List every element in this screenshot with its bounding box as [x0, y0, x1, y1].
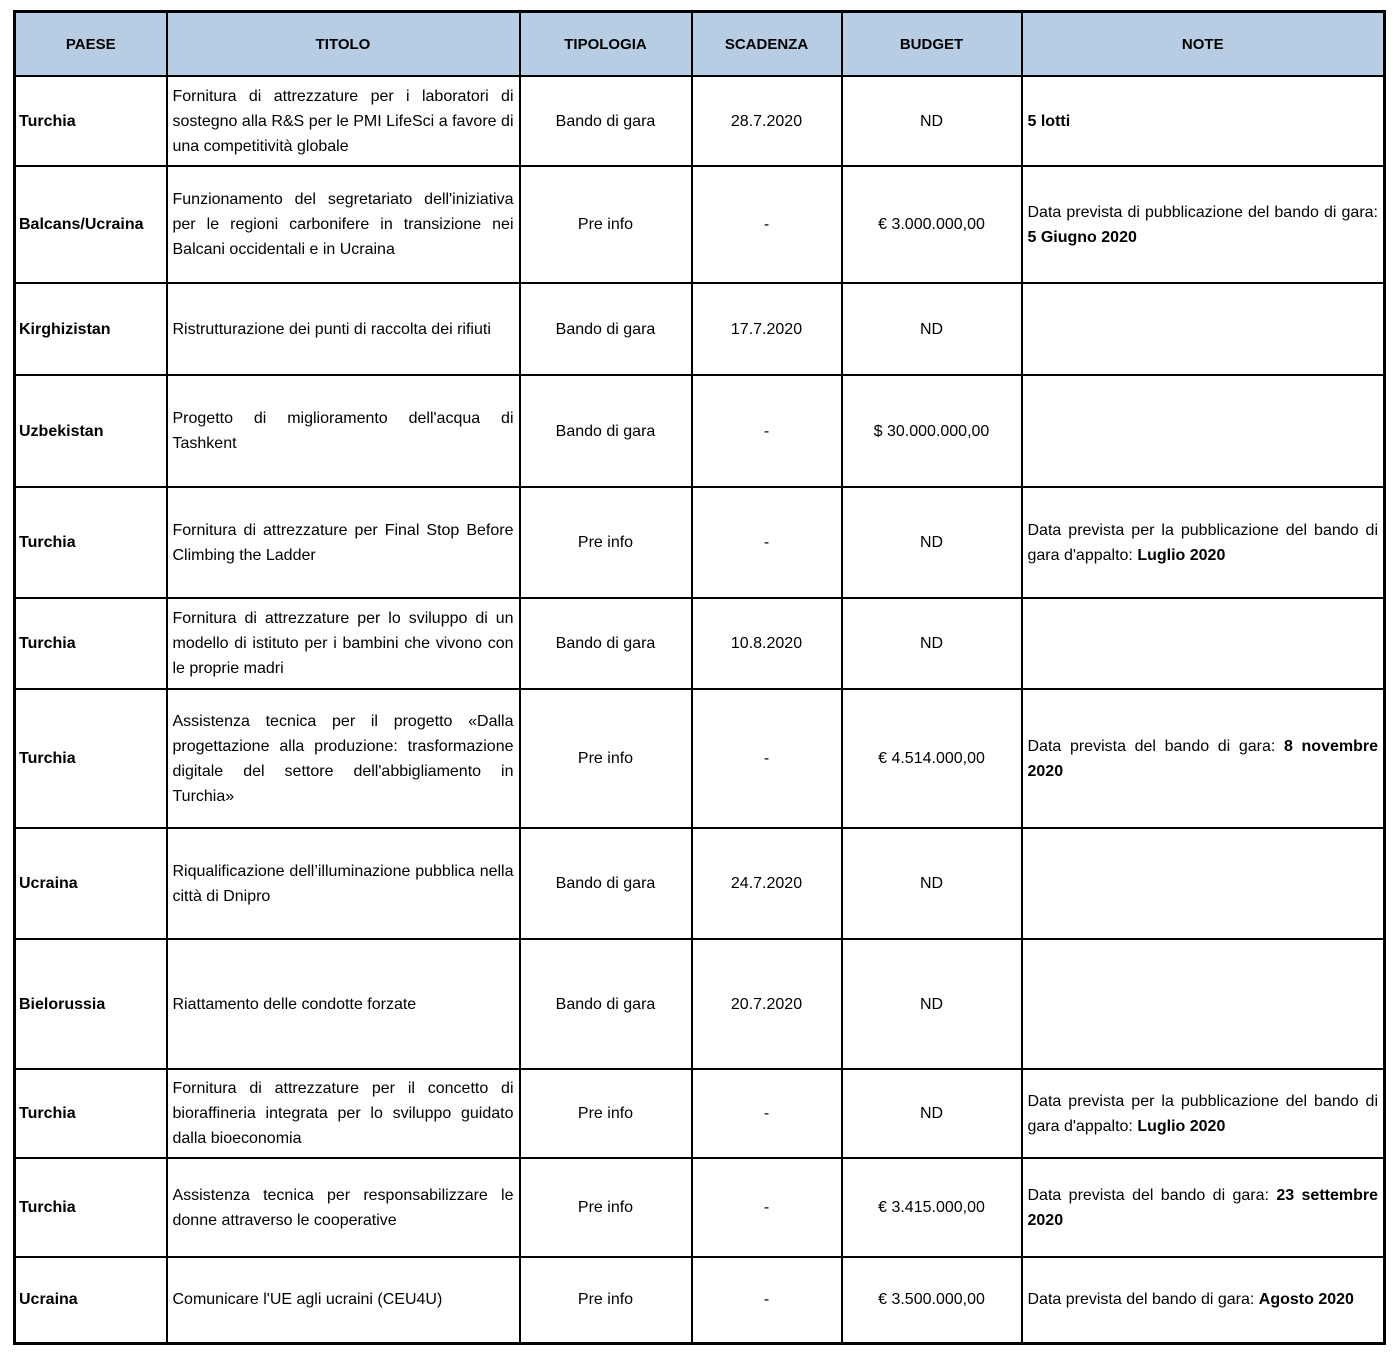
cell-scadenza: - [692, 166, 842, 283]
cell-note [1022, 166, 1385, 283]
cell-note [1022, 1257, 1385, 1343]
cell-titolo: Fornitura di attrezzature per il concetto di bioraffineria integrata per lo sviluppo guidato dalla bioeconomia [167, 1069, 520, 1158]
cell-note [1022, 76, 1385, 166]
header-titolo: TITOLO [167, 12, 520, 77]
cell-budget: € 3.500.000,00 [842, 1257, 1022, 1343]
cell-note [1022, 689, 1385, 828]
cell-paese: Turchia [15, 76, 167, 166]
cell-scadenza: 10.8.2020 [692, 598, 842, 689]
cell-titolo: Progetto di miglioramento dell'acqua di Tashkent [167, 375, 520, 487]
cell-paese: Turchia [15, 487, 167, 598]
cell-titolo: Riattamento delle condotte forzate [167, 939, 520, 1069]
cell-titolo: Riqualificazione dell’illuminazione pubblica nella città di Dnipro [167, 828, 520, 939]
cell-scadenza: 17.7.2020 [692, 283, 842, 375]
header-paese: PAESE [15, 12, 167, 77]
note-text: Data prevista per la pubblicazione del bando di gara d'appalto: [1027, 521, 1378, 564]
table-row [15, 828, 1385, 939]
cell-budget: ND [842, 598, 1022, 689]
header-row [15, 12, 1385, 77]
table-row [15, 939, 1385, 1069]
note-text: Data prevista del bando di gara: [1027, 1291, 1259, 1309]
cell-tipologia: Pre info [520, 1158, 692, 1257]
table-row [15, 283, 1385, 375]
cell-note [1022, 598, 1385, 689]
note-text: Data prevista del bando di gara: [1027, 1186, 1277, 1204]
cell-tipologia: Pre info [520, 1257, 692, 1343]
cell-titolo: Fornitura di attrezzature per lo sviluppo di un modello di istituto per i bambini che vivono con le proprie madri [167, 598, 520, 689]
cell-titolo: Ristrutturazione dei punti di raccolta dei rifiuti [167, 283, 520, 375]
cell-budget: € 3.415.000,00 [842, 1158, 1022, 1257]
cell-paese: Ucraina [15, 1257, 167, 1343]
tenders-table [13, 10, 1386, 1345]
cell-titolo: Comunicare l'UE agli ucraini (CEU4U) [167, 1257, 520, 1343]
note-text: Data prevista del bando di gara: [1027, 737, 1284, 755]
cell-paese: Turchia [15, 689, 167, 828]
cell-titolo: Fornitura di attrezzature per i laboratori di sostegno alla R&S per le PMI LifeSci a favore di una competitività globale [167, 76, 520, 166]
header-budget: BUDGET [842, 12, 1022, 77]
cell-budget: ND [842, 939, 1022, 1069]
cell-tipologia: Bando di gara [520, 828, 692, 939]
table-row [15, 375, 1385, 487]
note-highlight: Agosto 2020 [1258, 1291, 1354, 1309]
note-text: Data prevista per la pubblicazione del bando di gara d'appalto: [1027, 1092, 1378, 1135]
cell-scadenza: - [692, 1257, 842, 1343]
cell-note [1022, 375, 1385, 487]
cell-paese: Balcans/Ucraina [15, 166, 167, 283]
cell-note [1022, 487, 1385, 598]
table-row [15, 166, 1385, 283]
cell-budget: ND [842, 487, 1022, 598]
cell-note [1022, 1069, 1385, 1158]
cell-scadenza: - [692, 487, 842, 598]
table-row [15, 689, 1385, 828]
cell-budget: ND [842, 283, 1022, 375]
cell-note [1022, 283, 1385, 375]
cell-budget: € 4.514.000,00 [842, 689, 1022, 828]
cell-scadenza: - [692, 689, 842, 828]
cell-tipologia: Pre info [520, 166, 692, 283]
cell-tipologia: Bando di gara [520, 598, 692, 689]
note-highlight: Luglio 2020 [1137, 1117, 1226, 1135]
header-scadenza: SCADENZA [692, 12, 842, 77]
cell-tipologia: Bando di gara [520, 76, 692, 166]
cell-titolo: Assistenza tecnica per il progetto «Dalla progettazione alla produzione: trasformazione digitale del settore dell'abbigliamento in Turchia» [167, 689, 520, 828]
cell-paese: Uzbekistan [15, 375, 167, 487]
note-highlight: Luglio 2020 [1137, 546, 1226, 564]
cell-tipologia: Bando di gara [520, 375, 692, 487]
cell-budget: ND [842, 76, 1022, 166]
cell-paese: Kirghizistan [15, 283, 167, 375]
table-row [15, 1257, 1385, 1343]
table-row [15, 76, 1385, 166]
cell-paese: Bielorussia [15, 939, 167, 1069]
cell-paese: Turchia [15, 1158, 167, 1257]
cell-titolo: Funzionamento del segretariato dell'iniziativa per le regioni carbonifere in transizione nei Balcani occidentali e in Ucraina [167, 166, 520, 283]
cell-scadenza: - [692, 375, 842, 487]
cell-paese: Turchia [15, 1069, 167, 1158]
cell-tipologia: Pre info [520, 487, 692, 598]
cell-tipologia: Bando di gara [520, 939, 692, 1069]
note-highlight: 8 novembre 2020 [1027, 737, 1378, 780]
cell-paese: Turchia [15, 598, 167, 689]
cell-budget: ND [842, 1069, 1022, 1158]
note-highlight: 5 Giugno 2020 [1027, 228, 1137, 246]
cell-note [1022, 828, 1385, 939]
cell-budget: € 3.000.000,00 [842, 166, 1022, 283]
header-tipologia: TIPOLOGIA [520, 12, 692, 77]
cell-titolo: Fornitura di attrezzature per Final Stop Before Climbing the Ladder [167, 487, 520, 598]
cell-tipologia: Pre info [520, 1069, 692, 1158]
cell-scadenza: 24.7.2020 [692, 828, 842, 939]
table-row [15, 598, 1385, 689]
cell-budget: $ 30.000.000,00 [842, 375, 1022, 487]
table-row [15, 1069, 1385, 1158]
cell-titolo: Assistenza tecnica per responsabilizzare le donne attraverso le cooperative [167, 1158, 520, 1257]
cell-note [1022, 1158, 1385, 1257]
note-text: Data prevista di pubblicazione del bando di gara: [1027, 203, 1378, 221]
table-row [15, 1158, 1385, 1257]
cell-scadenza: - [692, 1069, 842, 1158]
table-row [15, 487, 1385, 598]
note-highlight: 23 settembre 2020 [1027, 1186, 1378, 1229]
note-highlight: 5 lotti [1027, 112, 1071, 130]
cell-scadenza: 28.7.2020 [692, 76, 842, 166]
cell-scadenza: - [692, 1158, 842, 1257]
header-note: NOTE [1022, 12, 1385, 77]
cell-budget: ND [842, 828, 1022, 939]
cell-scadenza: 20.7.2020 [692, 939, 842, 1069]
cell-paese: Ucraina [15, 828, 167, 939]
cell-note [1022, 939, 1385, 1069]
cell-tipologia: Pre info [520, 689, 692, 828]
cell-tipologia: Bando di gara [520, 283, 692, 375]
